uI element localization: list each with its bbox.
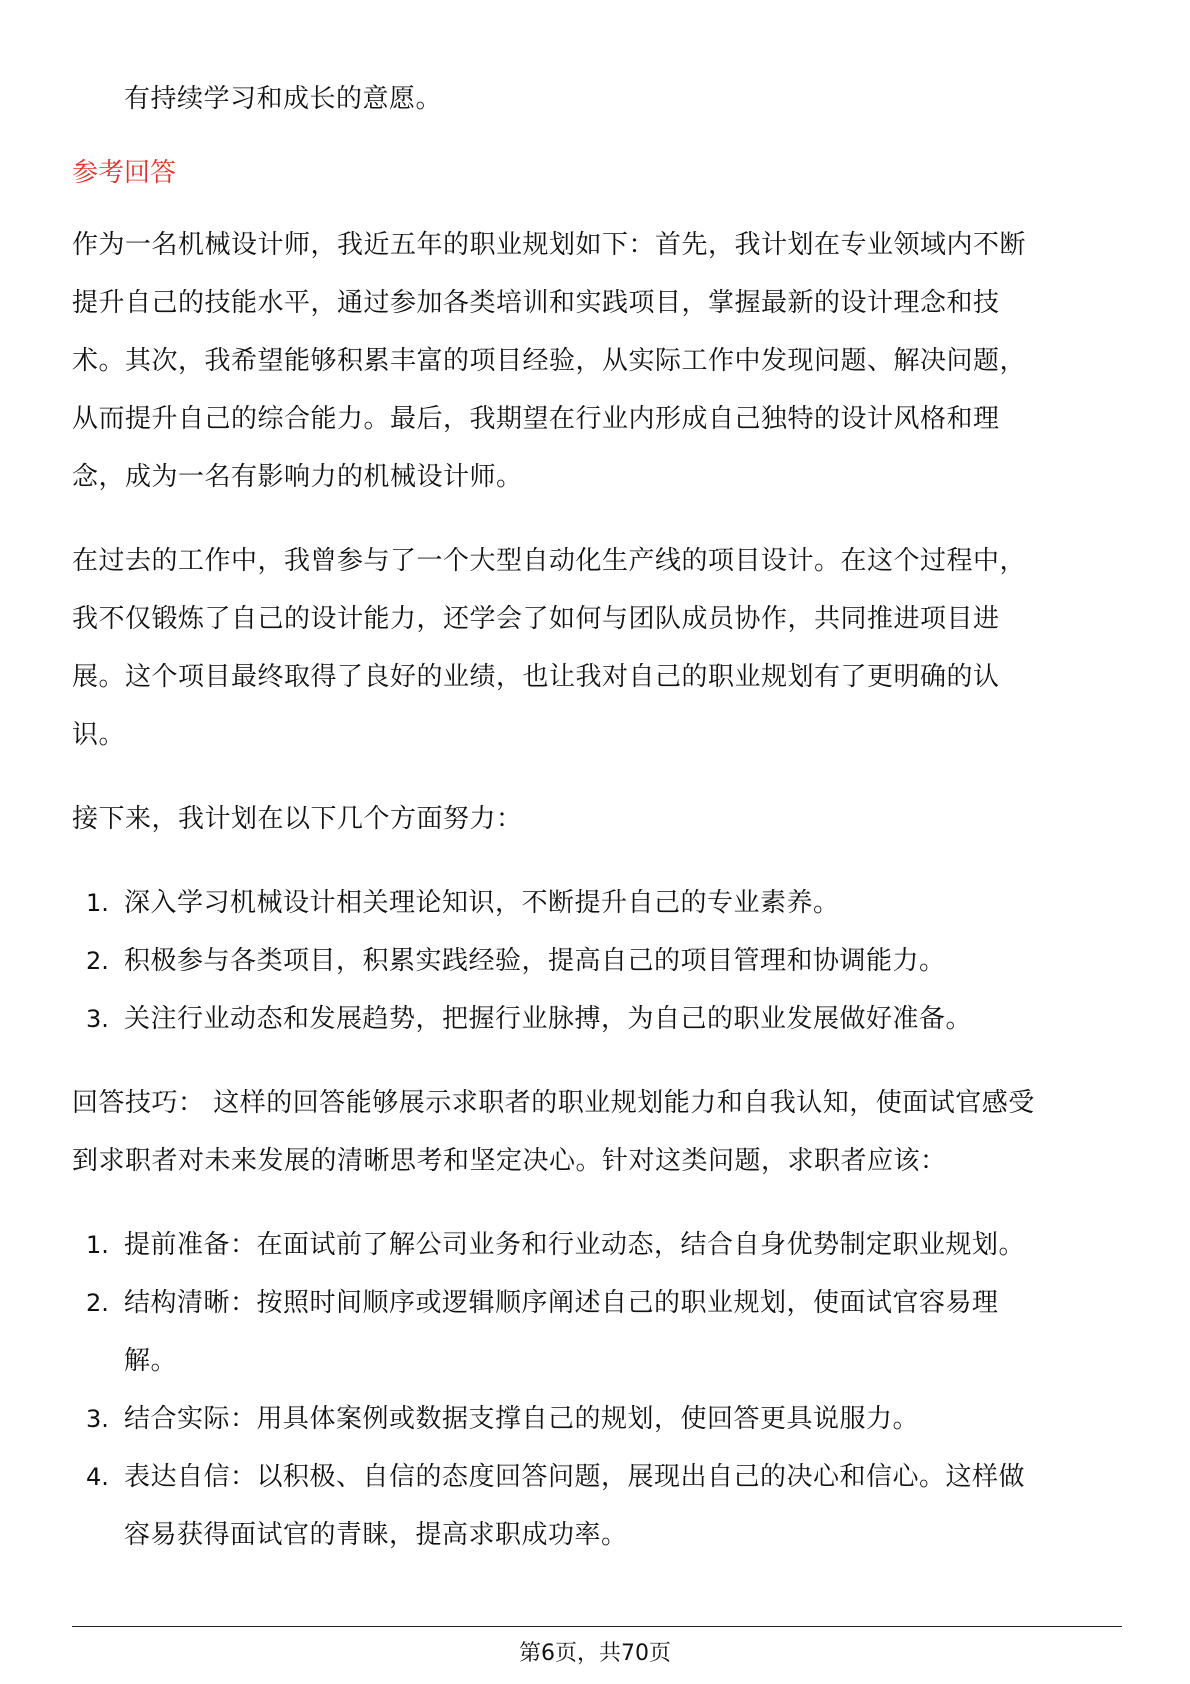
list-item-text: 解。: [124, 1346, 178, 1376]
paragraph-line: 到求职者对未来发展的清晰思考和坚定决心。针对这类问题，求职者应该：: [72, 1146, 947, 1176]
list-item: [72, 1390, 1122, 1448]
paragraph-line: 接下来，我计划在以下几个方面努力：: [72, 804, 523, 834]
list-number: 3.: [86, 1005, 109, 1033]
paragraph-line: 我不仅锻炼了自己的设计能力，还学会了如何与团队成员协作，共同推进项目进: [72, 604, 1000, 634]
paragraph-line: 回答技巧： 这样的回答能够展示求职者的职业规划能力和自我认知，使面试官感受: [72, 1088, 1035, 1118]
list-item: [72, 932, 1122, 990]
list-item: [72, 874, 1122, 932]
paragraph-line: 在过去的工作中，我曾参与了一个大型自动化生产线的项目设计。在这个过程中，: [72, 546, 1027, 576]
list-number: 2.: [86, 1289, 109, 1317]
list-number: 4.: [86, 1463, 109, 1491]
page-number: 第6页，共70页: [519, 1641, 671, 1666]
page-content: [72, 70, 1122, 1590]
list-item-text: 结构清晰：按照时间顺序或逻辑顺序阐述自己的职业规划，使面试官容易理: [124, 1288, 999, 1318]
paragraph-line: 念，成为一名有影响力的机械设计师。: [72, 462, 523, 492]
list-item-text: 提前准备：在面试前了解公司业务和行业动态，结合自身优势制定职业规划。: [124, 1230, 1026, 1260]
paragraph-line: 展。这个项目最终取得了良好的业绩，也让我对自己的职业规划有了更明确的认: [72, 662, 1000, 692]
paragraph-line: 提升自己的技能水平，通过参加各类培训和实践项目，掌握最新的设计理念和技: [72, 288, 1000, 318]
list-item: [72, 1448, 1122, 1564]
list-item-text: 积极参与各类项目，积累实践经验，提高自己的项目管理和协调能力。: [124, 946, 946, 976]
paragraph-line: 作为一名机械设计师，我近五年的职业规划如下：首先，我计划在专业领域内不断: [72, 230, 1027, 260]
list-item-text: 表达自信：以积极、自信的态度回答问题，展现出自己的决心和信心。这样做: [124, 1462, 1026, 1492]
paragraph-line: 术。其次，我希望能够积累丰富的项目经验，从实际工作中发现问题、解决问题，: [72, 346, 1027, 376]
list-number: 1.: [86, 889, 109, 917]
paragraph-career-plan: [72, 216, 1122, 506]
list-item-text: 结合实际：用具体案例或数据支撑自己的规划，使回答更具说服力。: [124, 1404, 920, 1434]
paragraph-line: 识。: [72, 720, 126, 750]
list-item: [72, 1274, 1122, 1390]
list-item-text: 容易获得面试官的青睐，提高求职成功率。: [124, 1520, 628, 1550]
list-item-text: 深入学习机械设计相关理论知识，不断提升自己的专业素养。: [124, 888, 840, 918]
list-number: 3.: [86, 1405, 109, 1433]
paragraph-next-steps: [72, 790, 1122, 848]
paragraph-line: 从而提升自己的综合能力。最后，我期望在行业内形成自己独特的设计风格和理: [72, 404, 1000, 434]
list-item-text: 关注行业动态和发展趋势，把握行业脉搏，为自己的职业发展做好准备。: [124, 1004, 973, 1034]
list-item: [72, 1216, 1122, 1274]
paragraph-answer-tips: [72, 1074, 1122, 1190]
footer-divider: [72, 1626, 1122, 1627]
list-item: [72, 990, 1122, 1048]
list-number: 2.: [86, 947, 109, 975]
section-heading: 参考回答: [72, 158, 177, 188]
tips-list: [72, 1216, 1122, 1564]
list-number: 1.: [86, 1231, 109, 1259]
intro-tail-text: 有持续学习和成长的意愿。: [124, 84, 443, 114]
plan-list: [72, 874, 1122, 1048]
paragraph-past-work: [72, 532, 1122, 764]
